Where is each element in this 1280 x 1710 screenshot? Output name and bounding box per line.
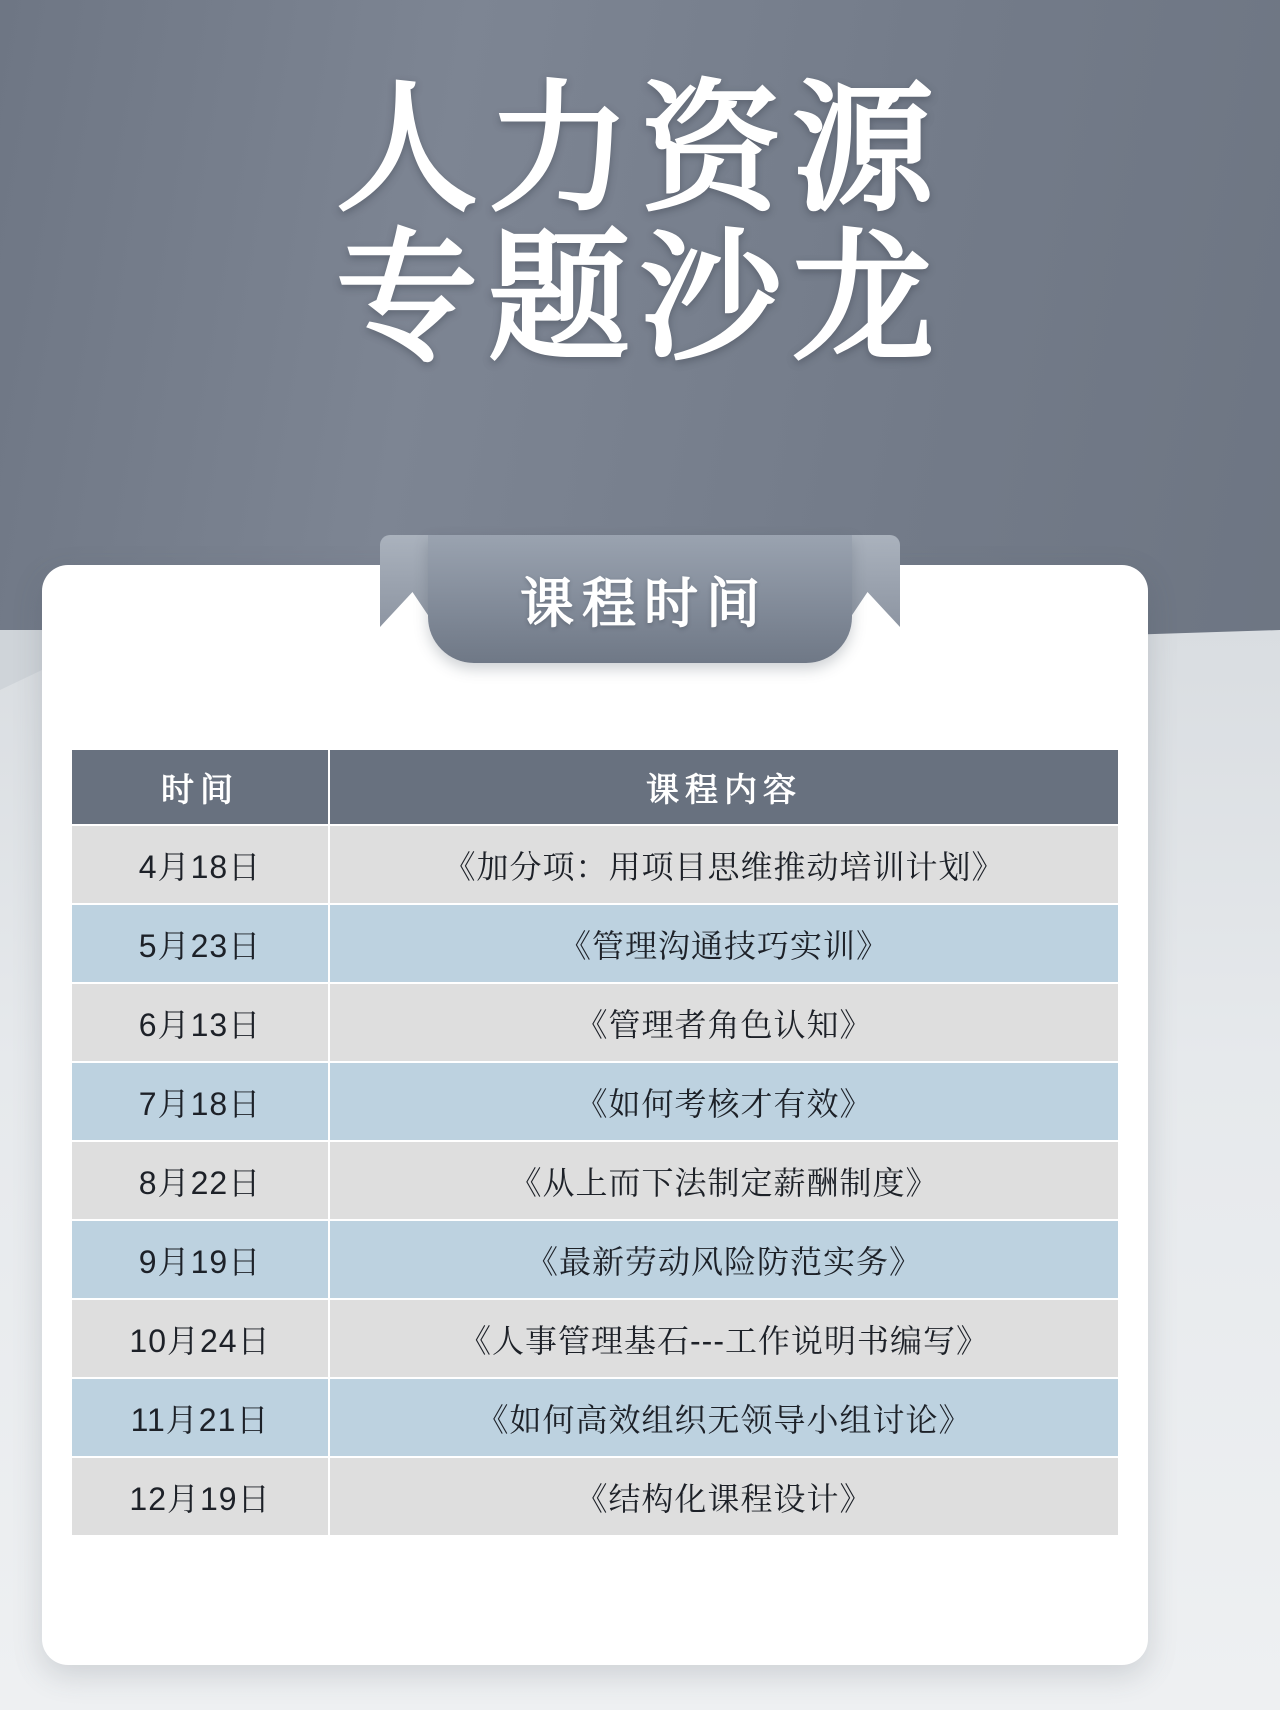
cell-time: 12月19日 [71,1457,329,1536]
table-row [71,904,1119,983]
cell-content: 《从上而下法制定薪酬制度》 [329,1141,1119,1220]
ribbon-label: 课程时间 [520,573,768,634]
card-bottom-strip [112,1637,1078,1639]
schedule-table-body [71,825,1119,1536]
ribbon-tail-right-icon [844,535,900,627]
cell-time: 4月18日 [71,825,329,904]
cell-content: 《如何考核才有效》 [329,1062,1119,1141]
table-row [71,1141,1119,1220]
title-line-1: 人力资源 [336,70,944,229]
cell-time: 10月24日 [71,1299,329,1378]
cell-content: 《加分项：用项目思维推动培训计划》 [329,825,1119,904]
cell-content: 《管理者角色认知》 [329,983,1119,1062]
table-row [71,1299,1119,1378]
cell-time: 9月19日 [71,1220,329,1299]
ribbon-body [428,535,852,663]
poster-title [0,70,1280,378]
schedule-table-wrapper [70,748,1120,1537]
cell-content: 《最新劳动风险防范实务》 [329,1220,1119,1299]
cell-time: 11月21日 [71,1378,329,1457]
cell-content: 《管理沟通技巧实训》 [329,904,1119,983]
cell-content: 《人事管理基石---工作说明书编写》 [329,1299,1119,1378]
table-row [71,1378,1119,1457]
section-ribbon [380,535,900,663]
cell-time: 7月18日 [71,1062,329,1141]
table-row [71,983,1119,1062]
column-header-time: 时间 [71,749,329,825]
table-header-row [71,749,1119,825]
cell-time: 6月13日 [71,983,329,1062]
table-row [71,1062,1119,1141]
cell-time: 5月23日 [71,904,329,983]
table-row [71,1457,1119,1536]
title-line-2: 专题沙龙 [336,218,944,378]
schedule-table [70,748,1120,1537]
column-header-content: 课程内容 [329,749,1119,825]
cell-content: 《结构化课程设计》 [329,1457,1119,1536]
cell-content: 《如何高效组织无领导小组讨论》 [329,1378,1119,1457]
table-row [71,825,1119,904]
table-row [71,1220,1119,1299]
cell-time: 8月22日 [71,1141,329,1220]
